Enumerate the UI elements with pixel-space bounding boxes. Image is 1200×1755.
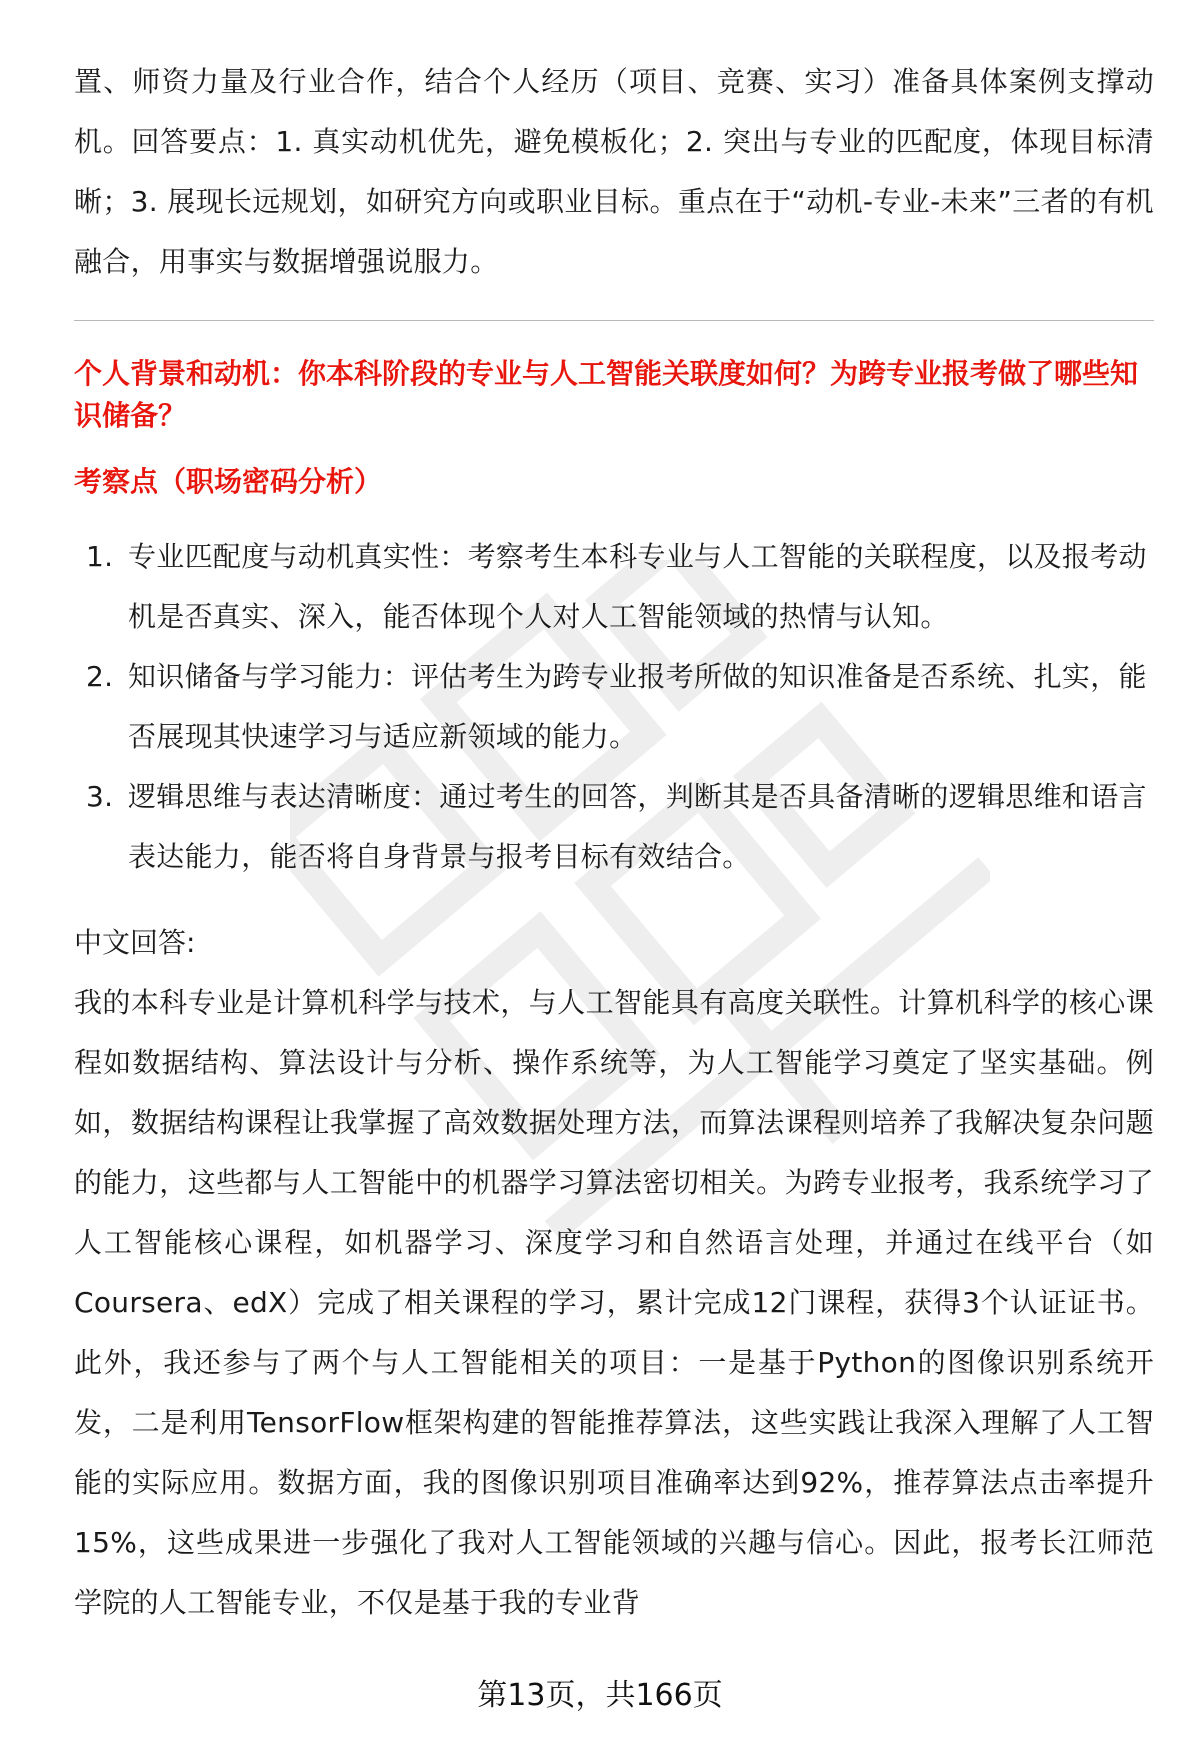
exam-point-text: 专业匹配度与动机真实性：考察考生本科专业与人工智能的关联程度，以及报考动机是否真实、深入，能否体现个人对人工智能领域的热情与认知。 (128, 540, 1147, 633)
page-number: 第13页，共166页 (477, 1678, 723, 1713)
exam-point-number: 2. (86, 660, 114, 693)
exam-point-item (74, 767, 1154, 887)
exam-point-item (74, 647, 1154, 767)
exam-point-text: 知识储备与学习能力：评估考生为跨专业报考所做的知识准备是否系统、扎实，能否展现其快速学习与适应新领域的能力。 (128, 660, 1147, 753)
intro-paragraph: 置、师资力量及行业合作，结合个人经历（项目、竞赛、实习）准备具体案例支撑动机。回答要点：1. 真实动机优先，避免模板化；2. 突出与专业的匹配度，体现目标清晰；3. 展现长远规划，如研究方向或职业目标。重点在于“动机-专业-未来”三者的有机融合，用事实与数据增强说服力。 (74, 65, 1154, 278)
answer-paragraph: 我的本科专业是计算机科学与技术，与人工智能具有高度关联性。计算机科学的核心课程如数据结构、算法设计与分析、操作系统等，为人工智能学习奠定了坚实基础。例如，数据结构课程让我掌握了高效数据处理方法，而算法课程则培养了我解决复杂问题的能力，这些都与人工智能中的机器学习算法密切相关。为跨专业报考，我系统学习了人工智能核心课程，如机器学习、深度学习和自然语言处理，并通过在线平台（如Coursera、edX）完成了相关课程的学习，累计完成12门课程，获得3个认证证书。此外，我还参与了两个与人工智能相关的项目：一是基于Python的图像识别系统开发，二是利用TensorFlow框架构建的智能推荐算法，这些实践让我深入理解了人工智能的实际应用。数据方面，我的图像识别项目准确率达到92%，推荐算法点击率提升15%，这些成果进一步强化了我对人工智能领域的兴趣与信心。因此，报考长江师范学院的人工智能专业，不仅是基于我的专业背 (74, 986, 1154, 1619)
exam-point-text: 逻辑思维与表达清晰度：通过考生的回答，判断其是否具备清晰的逻辑思维和语言表达能力，能否将自身背景与报考目标有效结合。 (128, 780, 1147, 873)
exam-point-number: 3. (86, 780, 114, 813)
question-title: 个人背景和动机：你本科阶段的专业与人工智能关联度如何？为跨专业报考做了哪些知识储备？ (74, 357, 1139, 432)
exam-point-number: 1. (86, 540, 114, 573)
exam-points-heading: 考察点（职场密码分析） (74, 465, 383, 498)
section-divider (74, 320, 1154, 321)
exam-points-list (74, 527, 1154, 887)
exam-point-item (74, 527, 1154, 647)
document-content (74, 52, 1154, 1633)
answer-label: 中文回答: (74, 926, 196, 959)
